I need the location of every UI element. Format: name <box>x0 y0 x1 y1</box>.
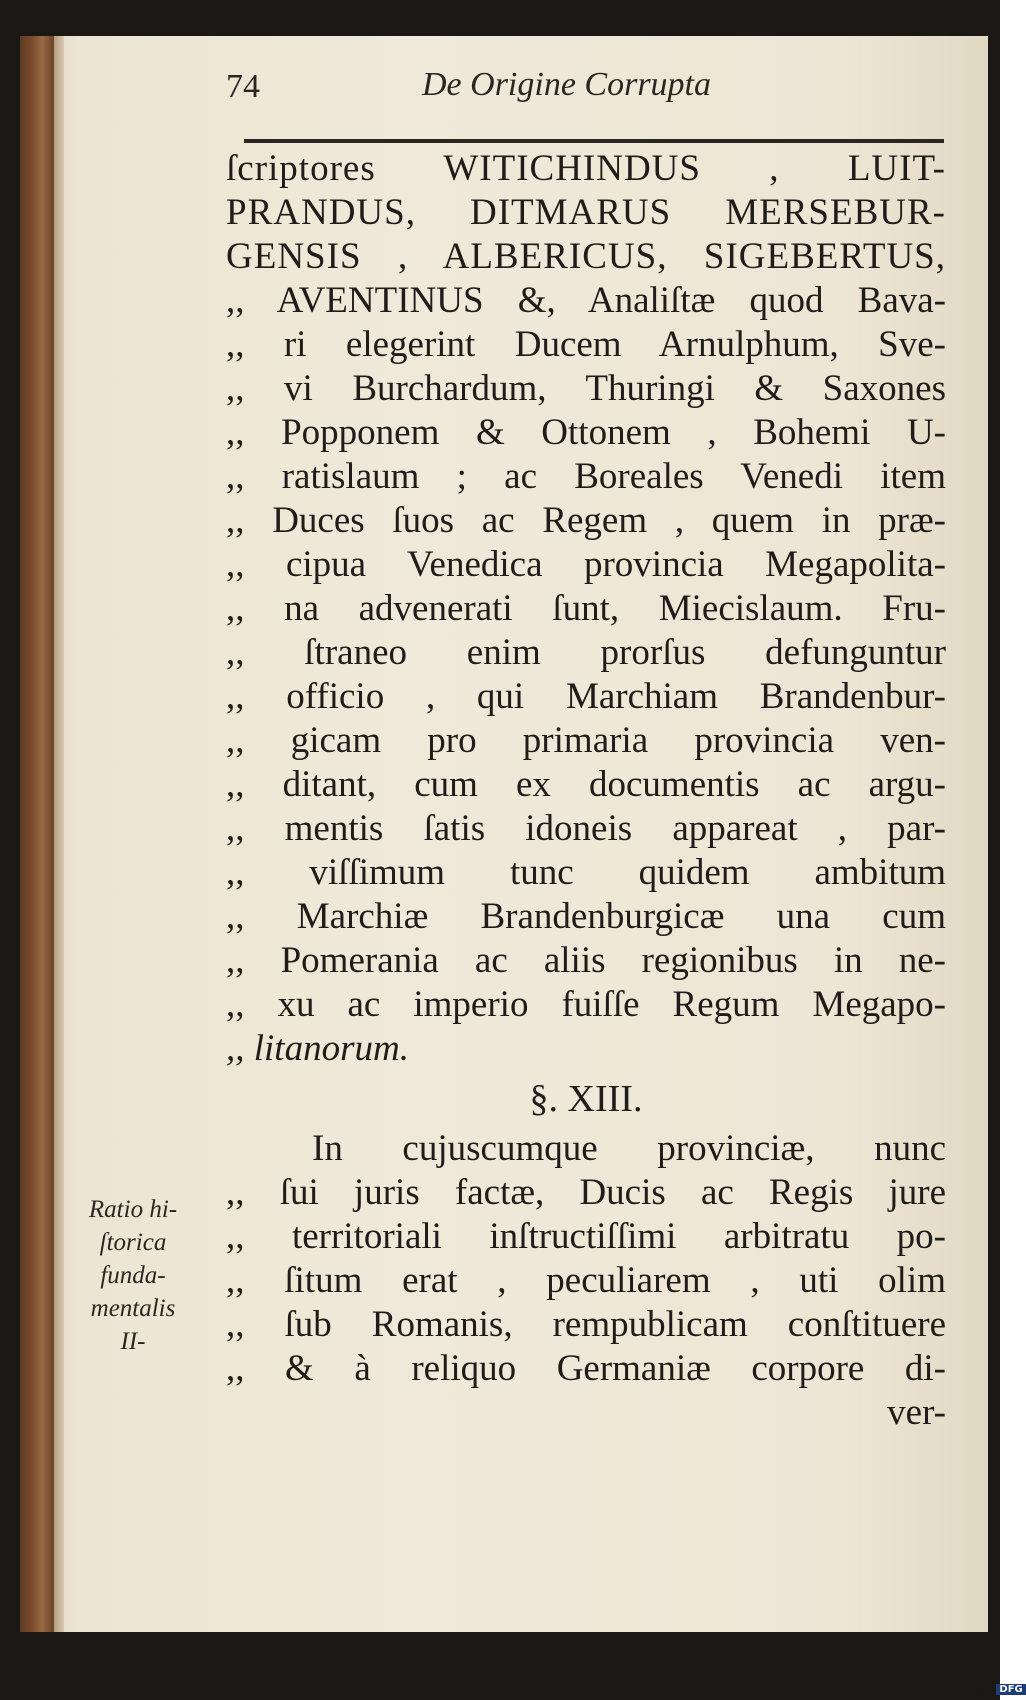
text-line: ,, xu ac imperio fuiſſe Regum Megapo- <box>226 984 946 1025</box>
section-heading: §. XIII. <box>529 1078 643 1120</box>
margin-note-line: Ratio hi- <box>88 1196 178 1223</box>
text-line: ,, AVENTINUS &, Analiſtæ quod Bava- <box>226 280 946 321</box>
text-line: ,, Marchiæ Brandenburgicæ una cum <box>226 896 946 937</box>
text-line: ſcriptores WITICHINDUS , LUIT- <box>226 148 946 189</box>
text-line: ,, ſitum erat , peculiarem , uti olim <box>226 1260 946 1301</box>
text-line: ,, viſſimum tunc quidem ambitum <box>226 852 946 893</box>
margin-note-line: funda- <box>100 1262 166 1289</box>
text-line: ,, Popponem & Ottonem , Bohemi U- <box>226 412 946 453</box>
text-line: ,, mentis ſatis idoneis appareat , par- <box>226 808 946 849</box>
page-header <box>226 62 946 116</box>
text-line: GENSIS , ALBERICUS, SIGEBERTUS, <box>226 236 946 277</box>
text-line: ,, & à reliquo Germaniæ corpore di- <box>226 1348 946 1389</box>
text-line: ,, vi Burchardum, Thuringi & Saxones <box>226 368 946 409</box>
margin-note-line: mentalis <box>90 1295 176 1322</box>
text-line: ,, ratislaum ; ac Boreales Venedi item <box>226 456 946 497</box>
text-line: ,, officio , qui Marchiam Brandenbur- <box>226 676 946 717</box>
text-line: In cujuscumque provinciæ, nunc <box>312 1128 946 1169</box>
text-line: ,, territoriali inſtructiſſimi arbitratu po- <box>226 1216 946 1257</box>
catchword: ver- <box>887 1392 946 1433</box>
text-line: ,, cipua Venedica provincia Megapolita- <box>226 544 946 585</box>
text-line: ,, Duces ſuos ac Regem , quem in præ- <box>226 500 946 541</box>
running-title: De Origine Corrupta <box>422 66 711 103</box>
text-line: ,, ſui juris factæ, Ducis ac Regis jure <box>226 1172 946 1213</box>
page-number: 74 <box>226 68 260 105</box>
text-line: ,, na advenerati ſunt, Miecislaum. Fru- <box>226 588 946 629</box>
text-line: ,, ſtraneo enim prorſus defunguntur <box>226 632 946 673</box>
text-line: ,, ſub Romanis, rempublicam conſtituere <box>226 1304 946 1345</box>
book-spine <box>20 36 54 1632</box>
footer-credit: Digitalisierung gefördert durch die Deutsche Forschungsgemeinschaft - <box>600 1682 994 1695</box>
margin-note-line: ſtorica <box>99 1229 167 1256</box>
text-line: ,, Pomerania ac aliis regionibus in ne- <box>226 940 946 981</box>
text-line: PRANDUS, DITMARUS MERSEBUR- <box>226 192 946 233</box>
header-rule <box>244 139 944 143</box>
digitization-footer <box>600 1682 1023 1700</box>
body-text <box>226 147 946 1435</box>
text-line: ,, ri elegerint Ducem Arnulphum, Sve- <box>226 324 946 365</box>
margin-note-line: II- <box>120 1328 146 1355</box>
text-line: ,, gicam pro primaria provincia ven- <box>226 720 946 761</box>
dfg-logo: DFG <box>996 1684 1025 1695</box>
margin-note <box>68 1193 198 1358</box>
page-gutter <box>54 36 64 1632</box>
text-line: ,, ditant, cum ex documentis ac argu- <box>226 764 946 805</box>
text-line: ,, litanorum. <box>226 1028 409 1069</box>
